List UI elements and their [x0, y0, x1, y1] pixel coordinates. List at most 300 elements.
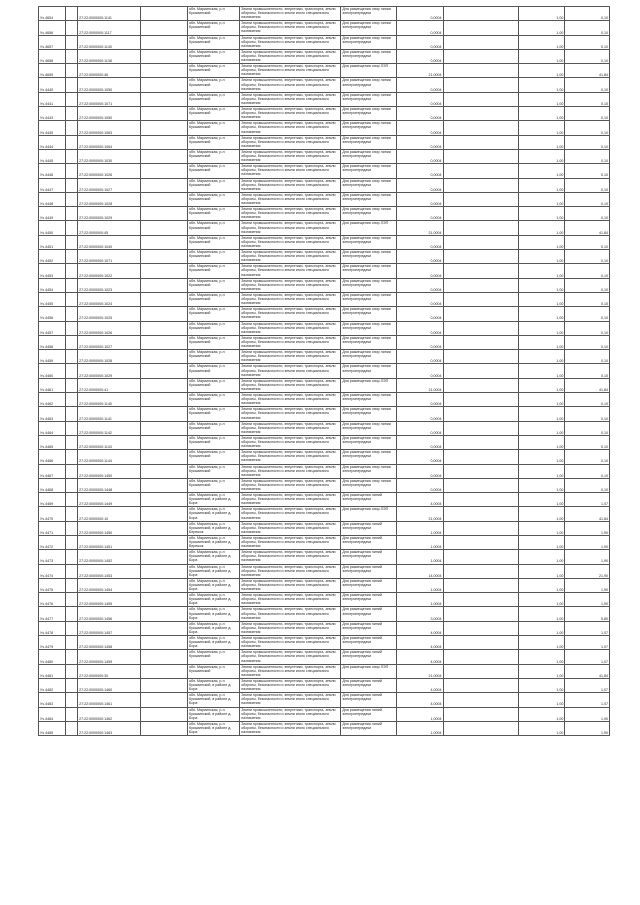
location: обл. Мариинская, р-н Кусьминский, в районе д. Бережок: [187, 521, 239, 535]
parcel-id: Уч.4445: [39, 121, 66, 135]
sum: 0,10: [565, 164, 610, 178]
parcel-id: Уч.4656: [39, 21, 66, 35]
empty-cell: [141, 149, 188, 163]
permitted-use: Для размещения опор линии электропередачи: [341, 321, 396, 335]
parcel-id: Уч.4468: [39, 478, 66, 492]
cadastral-number: 27:22:0000000:1143: [78, 435, 141, 449]
land-parcel-table: [38, 6, 610, 736]
empty-cell: [443, 335, 518, 349]
rate: 1,00: [518, 192, 565, 206]
area: 3,0004: [396, 607, 443, 621]
permitted-use: Для размещения опор линии электропередачи: [341, 207, 396, 221]
location: обл. Мариинская, р-н Кусьминский: [187, 192, 239, 206]
table-row: [39, 564, 610, 578]
parcel-id: Уч.4460: [39, 364, 66, 378]
permitted-use: Для размещения опор линии электропередачи: [341, 393, 396, 407]
table-row: [39, 621, 610, 635]
cadastral-number: 27:22:0000000:1456: [78, 607, 141, 621]
parcel-id: Уч.4464: [39, 421, 66, 435]
empty-cell: [443, 578, 518, 592]
area: 21,0004: [396, 507, 443, 521]
sum: 0,10: [565, 7, 610, 21]
sum: 41,84: [565, 378, 610, 392]
permitted-use: Для размещения опор линии электропередачи: [341, 49, 396, 63]
table-row: [39, 578, 610, 592]
parcel-id: Уч.4485: [39, 721, 66, 735]
sum: 0,10: [565, 407, 610, 421]
land-category: Земли промышленности, энергетики, транспорта, земли обороны, безопасности и земли иного специального назначения: [240, 435, 341, 449]
rate: 1,00: [518, 721, 565, 735]
permitted-use: Для размещения линий электропередачи: [341, 493, 396, 507]
location: обл. Мариинская, р-н Кусьминский: [187, 393, 239, 407]
rate: 1,00: [518, 178, 565, 192]
spacer-cell: [66, 264, 78, 278]
rate: 1,00: [518, 478, 565, 492]
rate: 1,00: [518, 493, 565, 507]
rate: 1,00: [518, 535, 565, 549]
cadastral-number: 27:22:0000000:1144: [78, 450, 141, 464]
empty-cell: [141, 35, 188, 49]
rate: 1,00: [518, 664, 565, 678]
empty-cell: [141, 350, 188, 364]
land-category: Земли промышленности, энергетики, транспорта, земли обороны, безопасности и земли иного специального назначения: [240, 421, 341, 435]
cadastral-number: 27:22:0000000:1028: [78, 350, 141, 364]
cadastral-number: 27:22:0000000:1117: [78, 21, 141, 35]
empty-cell: [141, 378, 188, 392]
location: обл. Мариинская, р-н Кусьминский, в районе д. Бора: [187, 493, 239, 507]
cadastral-number: 27:22:0000000:1050: [78, 78, 141, 92]
location: обл. Мариинская, р-н Кусьминский: [187, 235, 239, 249]
location: обл. Мариинская, р-н Кусьминский, в районе д. Бора: [187, 678, 239, 692]
rate: 1,00: [518, 593, 565, 607]
rate: 1,00: [518, 335, 565, 349]
rate: 1,00: [518, 507, 565, 521]
table-row: [39, 493, 610, 507]
sum: 0,10: [565, 450, 610, 464]
spacer-cell: [66, 21, 78, 35]
empty-cell: [141, 621, 188, 635]
cadastral-number: 27:22:0000000:1040: [78, 235, 141, 249]
permitted-use: Для размещения линий электропередачи: [341, 650, 396, 664]
table-row: [39, 421, 610, 435]
table-row: [39, 278, 610, 292]
permitted-use: Для размещения линий электропередачи: [341, 621, 396, 635]
permitted-use: Для размещения опор ЛЭП: [341, 507, 396, 521]
area: 0,0004: [396, 421, 443, 435]
cadastral-number: 27:22:0000000:1138: [78, 49, 141, 63]
sum: 0,10: [565, 435, 610, 449]
permitted-use: Для размещения линий электропередачи: [341, 535, 396, 549]
parcel-id: Уч.4443: [39, 107, 66, 121]
table-row: [39, 35, 610, 49]
sum: 41,84: [565, 64, 610, 78]
empty-cell: [141, 721, 188, 735]
parcel-id: Уч.4473: [39, 550, 66, 564]
parcel-id: Уч.4457: [39, 321, 66, 335]
table-row: [39, 307, 610, 321]
location: обл. Мариинская, р-н Кусьминский: [187, 278, 239, 292]
permitted-use: Для размещения опор линии электропередачи: [341, 407, 396, 421]
rate: 1,00: [518, 564, 565, 578]
land-category: Земли промышленности, энергетики, транспорта, земли обороны, безопасности и земли иного специального назначения: [240, 292, 341, 306]
empty-cell: [443, 178, 518, 192]
location: обл. Мариинская, р-н Кусьминский, в районе д. Бора: [187, 721, 239, 735]
sum: 5,80: [565, 607, 610, 621]
parcel-id: Уч.4478: [39, 621, 66, 635]
sum: 1,07: [565, 636, 610, 650]
location: обл. Мариинская, р-н Кусьминский: [187, 121, 239, 135]
parcel-id: Уч.4449: [39, 207, 66, 221]
table-body: [39, 7, 610, 736]
area: 0,0004: [396, 450, 443, 464]
location: обл. Мариинская, р-н Кусьминский: [187, 464, 239, 478]
location: обл. Мариинская, р-н Кусьминский, в районе д. Бора: [187, 564, 239, 578]
empty-cell: [443, 507, 518, 521]
permitted-use: Для размещения опор линии электропередачи: [341, 450, 396, 464]
area: 4,0004: [396, 693, 443, 707]
area: 1,0004: [396, 535, 443, 549]
cadastral-number: 27:22:0000000:1140: [78, 35, 141, 49]
rate: 1,00: [518, 350, 565, 364]
permitted-use: Для размещения опор линии электропередачи: [341, 335, 396, 349]
document-page: [38, 6, 610, 736]
table-row: [39, 164, 610, 178]
area: 1,0004: [396, 550, 443, 564]
table-row: [39, 721, 610, 735]
cadastral-number: 27:22:0000000:1026: [78, 321, 141, 335]
parcel-id: Уч.4456: [39, 307, 66, 321]
cadastral-number: 27:22:0000000:1460: [78, 678, 141, 692]
location: обл. Мариинская, р-н Кусьминский: [187, 178, 239, 192]
spacer-cell: [66, 664, 78, 678]
empty-cell: [443, 535, 518, 549]
sum: 21,90: [565, 564, 610, 578]
sum: 1,90: [565, 721, 610, 735]
cadastral-number: 27:22:0000000:1459: [78, 650, 141, 664]
permitted-use: Для размещения опор линии электропередачи: [341, 178, 396, 192]
empty-cell: [141, 292, 188, 306]
area: 1,0004: [396, 521, 443, 535]
land-category: Земли промышленности, энергетики, транспорта, земли обороны, безопасности и земли иного специального назначения: [240, 7, 341, 21]
empty-cell: [141, 578, 188, 592]
empty-cell: [141, 78, 188, 92]
table-row: [39, 92, 610, 106]
rate: 1,00: [518, 21, 565, 35]
table-row: [39, 450, 610, 464]
table-row: [39, 135, 610, 149]
table-row: [39, 364, 610, 378]
land-category: Земли промышленности, энергетики, транспорта, земли обороны, безопасности и земли иного специального назначения: [240, 221, 341, 235]
area: 0,0004: [396, 121, 443, 135]
parcel-id: Уч.4463: [39, 407, 66, 421]
empty-cell: [443, 478, 518, 492]
empty-cell: [443, 278, 518, 292]
land-category: Земли промышленности, энергетики, транспорта, земли обороны, безопасности и земли иного специального назначения: [240, 307, 341, 321]
empty-cell: [443, 350, 518, 364]
spacer-cell: [66, 250, 78, 264]
spacer-cell: [66, 164, 78, 178]
cadastral-number: 27:22:0000000:1025: [78, 307, 141, 321]
parcel-id: Уч.4475: [39, 578, 66, 592]
spacer-cell: [66, 335, 78, 349]
area: 0,0004: [396, 7, 443, 21]
spacer-cell: [66, 478, 78, 492]
spacer-cell: [66, 178, 78, 192]
table-row: [39, 292, 610, 306]
spacer-cell: [66, 378, 78, 392]
permitted-use: Для размещения опор линии электропередачи: [341, 264, 396, 278]
parcel-id: Уч.4483: [39, 693, 66, 707]
sum: 0,10: [565, 364, 610, 378]
empty-cell: [443, 650, 518, 664]
sum: 1,90: [565, 707, 610, 721]
sum: 0,10: [565, 264, 610, 278]
parcel-id: Уч.4445: [39, 149, 66, 163]
empty-cell: [141, 92, 188, 106]
rate: 1,00: [518, 235, 565, 249]
location: обл. Мариинская, р-н Кусьминский, в районе д. Бора: [187, 578, 239, 592]
empty-cell: [141, 221, 188, 235]
empty-cell: [443, 378, 518, 392]
land-category: Земли промышленности, энергетики, транспорта, земли обороны, безопасности и земли иного специального назначения: [240, 278, 341, 292]
spacer-cell: [66, 650, 78, 664]
empty-cell: [443, 721, 518, 735]
spacer-cell: [66, 521, 78, 535]
spacer-cell: [66, 49, 78, 63]
cadastral-number: 27:22:0000000:1141: [78, 407, 141, 421]
parcel-id: Уч.4451: [39, 235, 66, 249]
rate: 1,00: [518, 393, 565, 407]
permitted-use: Для размещения опор линии электропередачи: [341, 7, 396, 21]
sum: 0,10: [565, 307, 610, 321]
location: обл. Мариинская, р-н Кусьминский: [187, 478, 239, 492]
sum: 0,10: [565, 35, 610, 49]
land-category: Земли промышленности, энергетики, транспорта, земли обороны, безопасности и земли иного специального назначения: [240, 178, 341, 192]
parcel-id: Уч.4654: [39, 7, 66, 21]
permitted-use: Для размещения линий электропередачи: [341, 550, 396, 564]
spacer-cell: [66, 107, 78, 121]
rate: 1,00: [518, 707, 565, 721]
empty-cell: [141, 250, 188, 264]
cadastral-number: 27:22:0000000:1026: [78, 164, 141, 178]
empty-cell: [443, 21, 518, 35]
permitted-use: Для размещения линий электропередачи: [341, 521, 396, 535]
land-category: Земли промышленности, энергетики, транспорта, земли обороны, безопасности и земли иного специального назначения: [240, 521, 341, 535]
table-row: [39, 407, 610, 421]
sum: 0,10: [565, 235, 610, 249]
rate: 1,00: [518, 321, 565, 335]
land-category: Земли промышленности, энергетики, транспорта, земли обороны, безопасности и земли иного специального назначения: [240, 192, 341, 206]
sum: 0,10: [565, 49, 610, 63]
sum: 1,90: [565, 578, 610, 592]
cadastral-number: 27:22:0000000:1455: [78, 593, 141, 607]
empty-cell: [141, 364, 188, 378]
empty-cell: [141, 564, 188, 578]
area: 21,0004: [396, 378, 443, 392]
spacer-cell: [66, 535, 78, 549]
spacer-cell: [66, 35, 78, 49]
sum: 0,10: [565, 464, 610, 478]
rate: 1,00: [518, 450, 565, 464]
parcel-id: Уч.4482: [39, 678, 66, 692]
land-category: Земли промышленности, энергетики, транспорта, земли обороны, безопасности и земли иного специального назначения: [240, 49, 341, 63]
location: обл. Мариинская, р-н Кусьминский: [187, 364, 239, 378]
table-row: [39, 321, 610, 335]
cadastral-number: 27:22:0000000:1451: [78, 535, 141, 549]
spacer-cell: [66, 450, 78, 464]
location: обл. Мариинская, р-н Кусьминский: [187, 250, 239, 264]
table-row: [39, 235, 610, 249]
cadastral-number: 27:22:0000000:1458: [78, 636, 141, 650]
empty-cell: [443, 435, 518, 449]
empty-cell: [443, 250, 518, 264]
cadastral-number: 27:22:0000000:1064: [78, 135, 141, 149]
table-row: [39, 107, 610, 121]
land-category: Земли промышленности, энергетики, транспорта, земли обороны, безопасности и земли иного специального назначения: [240, 21, 341, 35]
land-category: Земли промышленности, энергетики, транспорта, земли обороны, безопасности и земли иного специального назначения: [240, 493, 341, 507]
area: 0,0004: [396, 393, 443, 407]
area: 0,0004: [396, 321, 443, 335]
sum: 0,10: [565, 350, 610, 364]
cadastral-number: 27:22:0000000:1450: [78, 464, 141, 478]
empty-cell: [141, 121, 188, 135]
empty-cell: [443, 393, 518, 407]
location: обл. Мариинская, р-н Кусьминский, в районе д. Бора: [187, 707, 239, 721]
cadastral-number: 27:22:0000000:1027: [78, 335, 141, 349]
land-category: Земли промышленности, энергетики, транспорта, земли обороны, безопасности и земли иного специального назначения: [240, 393, 341, 407]
parcel-id: Уч.4474: [39, 564, 66, 578]
table-row: [39, 21, 610, 35]
cadastral-number: 27:22:0000000:1453: [78, 564, 141, 578]
location: обл. Мариинская, р-н Кусьминский: [187, 49, 239, 63]
empty-cell: [443, 292, 518, 306]
empty-cell: [443, 307, 518, 321]
table-row: [39, 207, 610, 221]
permitted-use: Для размещения линий электропередачи: [341, 721, 396, 735]
table-row: [39, 464, 610, 478]
area: 1,0004: [396, 721, 443, 735]
cadastral-number: 27:22:0000000:1457: [78, 621, 141, 635]
area: 0,0004: [396, 235, 443, 249]
land-category: Земли промышленности, энергетики, транспорта, земли обороны, безопасности и земли иного специального назначения: [240, 92, 341, 106]
location: обл. Мариинская, р-н Кусьминский, в районе д. Бора: [187, 621, 239, 635]
spacer-cell: [66, 435, 78, 449]
area: 1,0004: [396, 578, 443, 592]
area: 21,0004: [396, 64, 443, 78]
table-row: [39, 693, 610, 707]
empty-cell: [443, 607, 518, 621]
sum: 0,10: [565, 107, 610, 121]
sum: 0,10: [565, 178, 610, 192]
land-category: Земли промышленности, энергетики, транспорта, земли обороны, безопасности и земли иного специального назначения: [240, 321, 341, 335]
spacer-cell: [66, 135, 78, 149]
sum: 0,10: [565, 21, 610, 35]
empty-cell: [443, 464, 518, 478]
permitted-use: Для размещения опор линии электропередачи: [341, 164, 396, 178]
table-row: [39, 550, 610, 564]
location: обл. Мариинская, р-н Кусьминский: [187, 407, 239, 421]
empty-cell: [443, 121, 518, 135]
empty-cell: [443, 407, 518, 421]
sum: 0,10: [565, 250, 610, 264]
table-row: [39, 535, 610, 549]
parcel-id: Уч.4481: [39, 664, 66, 678]
location: обл. Мариинская, р-н Кусьминский: [187, 378, 239, 392]
location: обл. Мариинская, р-н Кусьминский, в районе д. Бора: [187, 550, 239, 564]
parcel-id: Уч.4480: [39, 650, 66, 664]
permitted-use: Для размещения опор линии электропередачи: [341, 107, 396, 121]
empty-cell: [443, 92, 518, 106]
land-category: Земли промышленности, энергетики, транспорта, земли обороны, безопасности и земли иного специального назначения: [240, 378, 341, 392]
spacer-cell: [66, 550, 78, 564]
land-category: Земли промышленности, энергетики, транспорта, земли обороны, безопасности и земли иного специального назначения: [240, 78, 341, 92]
cadastral-number: 27:22:0000000:1463: [78, 721, 141, 735]
rate: 1,00: [518, 78, 565, 92]
empty-cell: [141, 192, 188, 206]
empty-cell: [141, 464, 188, 478]
table-row: [39, 178, 610, 192]
empty-cell: [141, 593, 188, 607]
empty-cell: [141, 393, 188, 407]
rate: 1,00: [518, 264, 565, 278]
empty-cell: [141, 450, 188, 464]
area: 0,0004: [396, 192, 443, 206]
cadastral-number: 27:22:0000000:46: [78, 64, 141, 78]
location: обл. Мариинская, р-н Кусьминский, в районе д. Бора: [187, 693, 239, 707]
cadastral-number: 27:22:0000000:1462: [78, 707, 141, 721]
area: 0,0004: [396, 335, 443, 349]
empty-cell: [443, 707, 518, 721]
cadastral-number: 27:22:0000000:1452: [78, 550, 141, 564]
rate: 1,00: [518, 207, 565, 221]
cadastral-number: 27:22:0000000:1142: [78, 421, 141, 435]
area: 0,0004: [396, 264, 443, 278]
parcel-id: Уч.4440: [39, 78, 66, 92]
area: 0,0004: [396, 364, 443, 378]
rate: 1,00: [518, 421, 565, 435]
area: 4,0004: [396, 621, 443, 635]
permitted-use: Для размещения опор ЛЭП: [341, 64, 396, 78]
spacer-cell: [66, 235, 78, 249]
rate: 1,00: [518, 407, 565, 421]
cadastral-number: 27:22:0000000:1029: [78, 364, 141, 378]
spacer-cell: [66, 607, 78, 621]
parcel-id: Уч.4479: [39, 636, 66, 650]
area: 0,0004: [396, 250, 443, 264]
land-category: Земли промышленности, энергетики, транспорта, земли обороны, безопасности и земли иного специального назначения: [240, 335, 341, 349]
table-row: [39, 650, 610, 664]
table-row: [39, 121, 610, 135]
rate: 1,00: [518, 435, 565, 449]
location: обл. Мариинская, р-н Кусьминский: [187, 164, 239, 178]
spacer-cell: [66, 564, 78, 578]
location: обл. Мариинская, р-н Кусьминский: [187, 264, 239, 278]
empty-cell: [141, 693, 188, 707]
cadastral-number: 27:22:0000000:1140: [78, 393, 141, 407]
cadastral-number: 27:22:0000000:1071: [78, 92, 141, 106]
spacer-cell: [66, 292, 78, 306]
area: 0,0004: [396, 35, 443, 49]
sum: 0,10: [565, 192, 610, 206]
sum: 0,10: [565, 478, 610, 492]
sum: 1,90: [565, 593, 610, 607]
sum: 0,10: [565, 335, 610, 349]
cadastral-number: 27:22:0000000:30: [78, 664, 141, 678]
area: 0,0004: [396, 135, 443, 149]
empty-cell: [443, 364, 518, 378]
empty-cell: [141, 335, 188, 349]
empty-cell: [443, 149, 518, 163]
